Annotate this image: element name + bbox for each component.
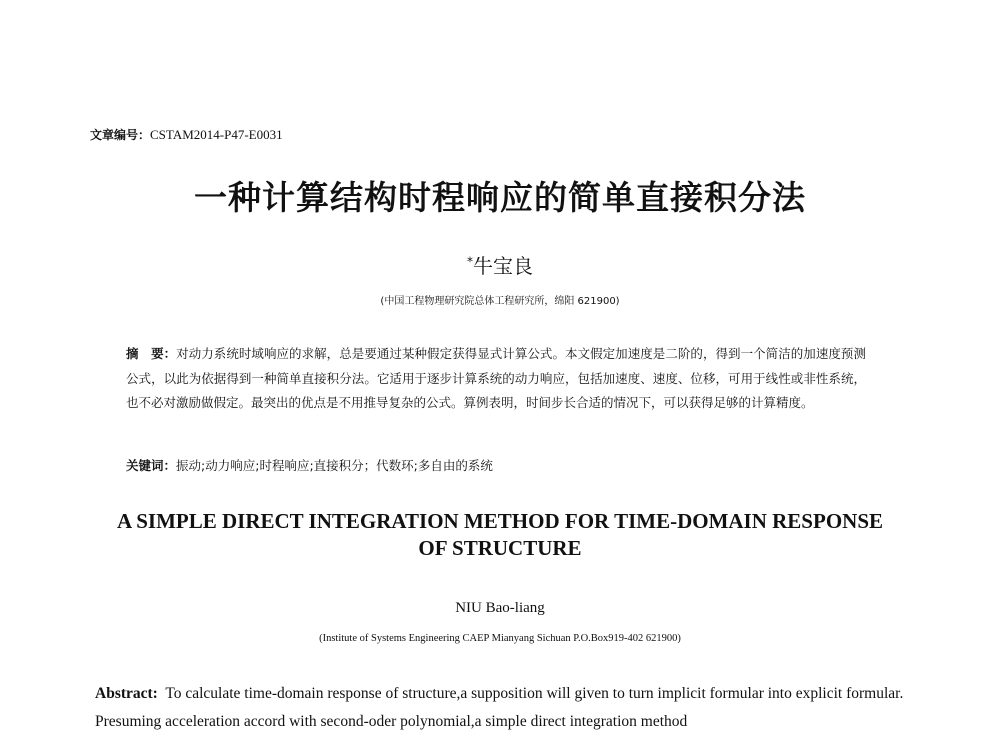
article-id bbox=[90, 126, 283, 143]
abstract-chinese bbox=[126, 342, 866, 416]
author-english: NIU Bao-liang bbox=[455, 600, 545, 616]
abstract-chinese-label: 摘 要： bbox=[126, 346, 177, 361]
affiliation-chinese: (中国工程物理研究院总体工程研究所，绵阳 621900) bbox=[380, 296, 620, 307]
keywords-chinese-text: 振动;动力响应;时程响应;直接积分；代数环;多自由的系统 bbox=[176, 458, 493, 473]
abstract-english bbox=[95, 680, 905, 736]
article-id-value: CSTAM2014-P47-E0031 bbox=[150, 127, 283, 142]
author-chinese bbox=[0, 250, 1000, 279]
affiliation-english: (Institute of Systems Engineering CAEP Mianyang Sichuan P.O.Box919-402 621900) bbox=[319, 633, 681, 644]
abstract-english-text: To calculate time-domain response of structure,a supposition will given to turn implicit formular into explicit formular. Presuming acceleration accord with second-oder polynomial,a simple direct integration method bbox=[95, 685, 904, 730]
abstract-english-label: Abstract: bbox=[95, 685, 158, 702]
keywords-chinese bbox=[126, 456, 866, 474]
author-chinese-name: 牛宝良 bbox=[473, 254, 533, 278]
keywords-chinese-label: 关键词： bbox=[126, 458, 177, 473]
abstract-chinese-text: 对动力系统时域响应的求解，总是要通过某种假定获得显式计算公式。本文假定加速度是二阶的，得到一个简洁的加速度预测公式，以此为依据得到一种简单直接积分法。它适用于逐步计算系统的动力响应，包括加速度、速度、位移，可用于线性或非性系统，也不必对激励做假定。最突出的优点是不用推导复杂的公式。算例表明，时间步长合适的情况下，可以获得足够的计算精度。 bbox=[126, 346, 866, 410]
title-english: A SIMPLE DIRECT INTEGRATION METHOD FOR TIME-DOMAIN RESPONSE OF STRUCTURE bbox=[116, 509, 884, 560]
corresponding-author-mark: * bbox=[467, 254, 473, 269]
title-chinese: 一种计算结构时程响应的简单直接积分法 bbox=[194, 178, 806, 217]
article-id-label: 文章编号： bbox=[90, 128, 151, 142]
